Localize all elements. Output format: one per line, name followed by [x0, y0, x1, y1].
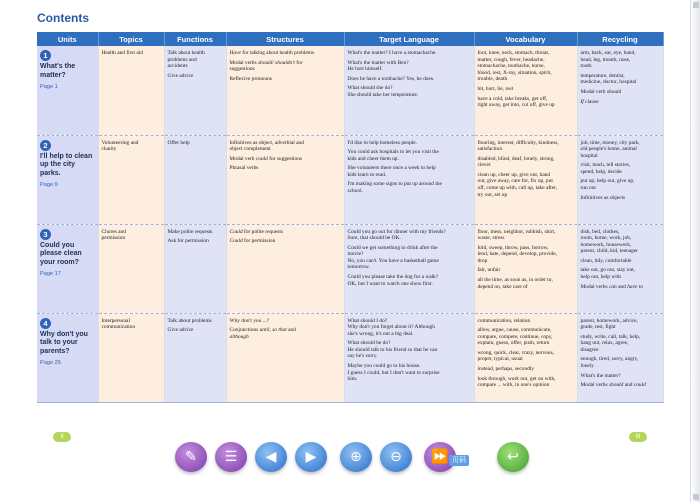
target-language-cell-line: school. — [347, 188, 363, 195]
vocabulary-cell-line: matter, cough, fever, headache, — [477, 56, 545, 63]
recycling-cell-line: take out, go out, stay out, — [580, 267, 635, 274]
functions-cell-line: accidents — [167, 63, 188, 70]
unit-title[interactable]: Why don't you talk to your parents? — [40, 330, 88, 355]
topics-cell-paragraph — [102, 318, 161, 331]
unit-cell[interactable] — [37, 135, 98, 224]
vocabulary-cell-paragraph — [478, 229, 574, 242]
vocabulary-cell-paragraph — [478, 376, 574, 389]
scroll-down-icon[interactable] — [693, 494, 699, 500]
functions-cell-paragraph — [168, 318, 223, 325]
unit-row — [37, 313, 663, 402]
vocabulary-cell-paragraph — [478, 277, 574, 290]
vocabulary-cell-line: clean up, cheer up, give out, hand — [477, 171, 551, 178]
target-language-cell-line: she's wrong, it's not a big deal. — [347, 330, 414, 337]
vocabulary-cell-paragraph — [478, 327, 574, 347]
list-icon: ☰ — [224, 449, 238, 465]
structures-cell-paragraph — [230, 50, 341, 57]
page-title: Contents — [37, 11, 89, 25]
target-language-cell-line: What should I do? — [347, 317, 388, 324]
scroll-up-icon[interactable] — [693, 2, 699, 8]
target-language-cell-paragraph — [348, 165, 471, 178]
target-language-cell-paragraph — [348, 76, 471, 83]
recycling-cell-line: homework, housework, — [580, 241, 632, 248]
functions-cell-line: Offer help — [167, 139, 190, 146]
zoom-in-icon: ⊕ — [350, 449, 362, 465]
functions-cell-paragraph — [168, 140, 223, 147]
bookshelf-icon: ✎ — [185, 449, 197, 465]
target-language-cell-line: What's the matter? I have a stomachache. — [347, 50, 437, 56]
vocabulary-cell-line: compare, compete, continue, copy, — [477, 333, 553, 340]
zoom-out-icon: ⊖ — [390, 449, 402, 465]
recycling-cell-line: temperature, dentist, — [580, 72, 625, 79]
topics-cell-line: Chores and — [101, 228, 126, 235]
recycling-cell-line: head, leg, mouth, nose, — [580, 56, 631, 63]
topics-cell — [98, 135, 164, 224]
col-header-units: Units — [37, 32, 98, 46]
unit-cell[interactable] — [37, 46, 98, 135]
target-language-cell — [344, 46, 474, 135]
recycling-cell-line: study, write, call, talk, help, — [580, 333, 641, 340]
topics-cell-paragraph — [102, 50, 161, 57]
target-language-cell-line: What's the matter with Ben? — [347, 59, 409, 66]
recycling-cell-line: enough, tired, sorry, angry, — [580, 356, 639, 363]
target-language-cell-paragraph — [348, 149, 471, 162]
recycling-cell — [577, 135, 663, 224]
functions-cell-line: Give advice — [167, 72, 194, 79]
recycling-cell-paragraph — [581, 373, 660, 380]
unit-row — [37, 224, 663, 313]
unit-page-link[interactable]: Page 25 — [40, 360, 61, 367]
recycling-cell-paragraph — [581, 258, 660, 265]
vocabulary-cell-line: fair, unfair — [477, 267, 501, 274]
unit-title[interactable]: What's the matter? — [40, 63, 76, 79]
structures-cell-line: Could for polite requests — [229, 228, 283, 235]
catalog-button[interactable] — [215, 442, 247, 472]
topics-cell-paragraph — [102, 229, 161, 242]
structures-cell-line: Modal verbs should/ shouldn't for — [229, 59, 303, 66]
structures-cell-paragraph — [230, 140, 341, 153]
target-language-cell-line: movie? — [347, 251, 364, 258]
zoom-out-button[interactable] — [380, 442, 412, 472]
return-icon: ↩ — [507, 449, 519, 465]
vocabulary-cell — [474, 46, 577, 135]
target-language-cell-paragraph — [348, 50, 471, 57]
structures-cell-line: Reflexive pronouns — [229, 75, 272, 82]
vocabulary-cell-paragraph — [478, 267, 574, 274]
vocabulary-cell-line: depend on, take care of — [477, 283, 528, 290]
vocabulary-cell-line: drop — [477, 257, 488, 264]
target-language-cell-line: Maybe you could go to his house. — [347, 363, 421, 370]
target-language-cell-line: What should she do? — [347, 85, 393, 92]
vocabulary-cell-line: waste, stress — [477, 235, 505, 242]
vocabulary-cell-paragraph — [478, 366, 574, 373]
vocabulary-cell-line: compare ... with, in one's opinion — [477, 382, 550, 389]
target-language-cell-line: tomorrow. — [347, 264, 370, 271]
target-language-cell-line: kids learn to read. — [347, 171, 387, 178]
structures-cell-line: Have for talking about health problems — [229, 50, 315, 56]
recycling-cell-line: job, time, money, city park, — [580, 139, 640, 146]
unit-row — [37, 135, 663, 224]
target-language-cell-paragraph — [348, 363, 471, 383]
recycling-cell-line: dish, bed, clothes, — [580, 228, 620, 235]
vocabulary-cell-paragraph — [478, 96, 574, 109]
target-language-cell-paragraph — [348, 85, 471, 98]
target-language-cell-line: No, you can't. You have a basketball game — [347, 257, 439, 264]
bookshelf-button[interactable] — [175, 442, 207, 472]
vocabulary-cell-paragraph — [478, 318, 574, 325]
vocabulary-cell-line: floor, mess, neighbor, rubbish, shirt, — [477, 228, 556, 235]
unit-page-link[interactable]: Page 9 — [40, 182, 58, 189]
target-language-cell-paragraph — [348, 181, 471, 194]
topics-cell-line: Interpersonal — [101, 317, 130, 324]
fast-forward-icon: ⏩ — [431, 449, 449, 465]
recycling-cell-paragraph — [581, 382, 660, 389]
recycling-cell-line: room, home, work, job, — [580, 235, 632, 242]
recycling-cell-paragraph — [581, 73, 660, 86]
target-language-cell-paragraph — [348, 340, 471, 360]
target-language-cell-line: You could ask hospitals to let you visit the — [347, 149, 439, 156]
structures-cell-paragraph — [230, 229, 341, 236]
structures-cell-line: although — [229, 333, 249, 340]
unit-title[interactable]: I'll help to clean up the city parks. — [40, 152, 93, 177]
structures-cell-paragraph — [230, 318, 341, 325]
unit-number-badge: 3 — [40, 229, 51, 240]
vocabulary-cell-line: explain, guess, offer, push, return — [477, 340, 550, 347]
vocabulary-cell-line: out, give away, care for, fix up, put — [477, 178, 553, 185]
unit-number-badge: 1 — [40, 50, 51, 61]
vocabulary-cell-line: blood, rest, X-ray, situation, spirit, — [477, 69, 552, 76]
vocabulary-cell-paragraph — [478, 245, 574, 265]
structures-cell-line: Phrasal verbs — [229, 165, 259, 172]
vocabulary-cell-line: communication, relation — [477, 317, 531, 324]
structures-cell-line: object complement — [229, 146, 271, 153]
vocabulary-cell-line: try out, set up — [477, 191, 508, 198]
table-header-row — [37, 32, 663, 46]
recycling-cell-line: grade, test, fight — [580, 324, 616, 331]
recycling-cell-line: parent, child, kid, teenager — [580, 248, 638, 255]
recycling-cell — [577, 46, 663, 135]
col-header-vocabulary: Vocabulary — [474, 32, 577, 46]
vocabulary-cell-paragraph — [478, 350, 574, 363]
functions-cell-paragraph — [168, 73, 223, 80]
recycling-cell-paragraph — [581, 334, 660, 354]
recycling-cell-line: hang out, relax, agree, — [580, 340, 629, 347]
vocabulary-cell-line: have a cold, take breaks, get off, — [477, 95, 548, 102]
structures-cell — [226, 135, 344, 224]
zoom-in-button[interactable] — [340, 442, 372, 472]
target-language-cell-line: Sure, that should be OK. — [347, 235, 401, 242]
recycling-cell-line: Modal verbs should and could — [580, 382, 646, 389]
structures-cell-paragraph — [230, 60, 341, 73]
target-language-cell-line: Could you please take the dog for a walk? — [347, 274, 439, 281]
vocabulary-cell-line: wrong, quick, clear, crazy, nervous, — [477, 349, 555, 356]
target-language-cell — [344, 224, 474, 313]
vocabulary-cell-line: right away, get into, cut off, give up — [477, 102, 555, 109]
return-button[interactable] — [497, 442, 529, 472]
next-page-button[interactable] — [295, 442, 327, 472]
recycling-cell-line: old people's home, animal — [580, 146, 637, 153]
topics-cell-paragraph — [102, 140, 161, 153]
recycling-cell-line: hospital — [580, 152, 598, 159]
recycling-cell-line: If clause — [580, 98, 599, 105]
target-language-cell-line: She should take her temperature. — [347, 91, 419, 98]
target-language-cell-line: Why don't you forget about it? Although — [347, 324, 435, 331]
target-language-cell-paragraph — [348, 229, 471, 242]
recycling-cell — [577, 313, 663, 402]
vocabulary-cell-line: look through, work out, get on with, — [477, 375, 556, 382]
recycling-cell-paragraph — [581, 229, 660, 255]
target-language-cell-line: She volunteers there once a week to help — [347, 165, 436, 172]
vocabulary-cell — [474, 224, 577, 313]
recycling-cell-line: arm, back, ear, eye, hand, — [580, 50, 636, 56]
vocabulary-cell-line: hit, hurt, lie, rest — [477, 85, 514, 92]
functions-cell — [164, 224, 226, 313]
unit-title[interactable]: Could you please clean your room? — [40, 241, 82, 266]
scrollbar[interactable] — [690, 0, 700, 502]
functions-cell — [164, 46, 226, 135]
target-language-cell-line: Could you go out for dinner with my friends? — [347, 228, 446, 235]
topics-cell — [98, 313, 164, 402]
functions-cell-line: problems and — [167, 56, 197, 63]
recycling-cell-paragraph — [581, 284, 660, 291]
vocabulary-cell-line: flooring, interest, difficulty, kindness, — [477, 139, 559, 146]
recycling-cell-line: run out — [580, 185, 596, 192]
topics-cell-line: Volunteering and — [101, 139, 139, 146]
vocabulary-cell-line: proper, typical, usual — [477, 356, 523, 363]
structures-cell-line: Why don't you ...? — [229, 317, 270, 324]
unit-number-badge: 2 — [40, 140, 51, 151]
functions-cell-paragraph — [168, 229, 223, 236]
recycling-cell-line: lonely — [580, 363, 594, 370]
functions-cell-line: Give advice — [167, 327, 194, 334]
unit-cell[interactable] — [37, 313, 98, 402]
recycling-cell-line: spend, help, decide — [580, 168, 622, 175]
structures-cell-line: Conjunctions until, so that and — [229, 327, 296, 334]
target-language-cell-line: He should talk to his friend so that he can — [347, 346, 438, 353]
target-language-cell-line: I'd like to help homeless people. — [347, 139, 418, 146]
recycling-cell-line: put up, help out, give up, — [580, 178, 635, 185]
recycling-cell-line: Modal verb should — [580, 88, 622, 95]
structures-cell-line: Modal verb could for suggestions — [229, 155, 302, 162]
topics-cell-line: communication — [101, 324, 136, 331]
unit-row — [37, 46, 663, 135]
target-language-cell-line: He hurt himself. — [347, 66, 383, 73]
recycling-cell-line: visit, teach, tell stories, — [580, 162, 631, 169]
recycling-cell-paragraph — [581, 356, 660, 369]
functions-cell-paragraph — [168, 327, 223, 334]
vocabulary-cell-line: satisfaction — [477, 146, 503, 153]
vocabulary-cell-paragraph — [478, 86, 574, 93]
functions-cell-line: Talk about problems — [167, 317, 212, 324]
contents-table — [37, 32, 664, 403]
vocabulary-cell-line: instead, perhaps, secondly — [477, 366, 535, 373]
functions-cell-paragraph — [168, 238, 223, 245]
unit-cell[interactable] — [37, 224, 98, 313]
target-language-cell-line: I'm making some signs to put up around the — [347, 181, 442, 188]
structures-cell-line: Infinitives as object, adverbial and — [229, 139, 304, 146]
vocabulary-cell-line: off, come up with, call up, take after, — [477, 185, 557, 192]
structures-cell-paragraph — [230, 76, 341, 83]
vocabulary-cell-line: disabled, blind, deaf, lonely, strong, — [477, 155, 555, 162]
vocabulary-cell-line: stomachache, toothache, nurse, — [477, 63, 545, 70]
page-number-label[interactable]: 页码 — [449, 455, 469, 466]
functions-cell — [164, 135, 226, 224]
structures-cell-paragraph — [230, 238, 341, 245]
vocabulary-cell-paragraph — [478, 50, 574, 83]
target-language-cell-line: What should he do? — [347, 340, 391, 347]
functions-cell-line: Ask for permission — [167, 238, 209, 245]
functions-cell — [164, 313, 226, 402]
recycling-cell-paragraph — [581, 89, 660, 96]
recycling-cell-paragraph — [581, 178, 660, 191]
vocabulary-cell-line: lend, hate, depend, develop, provide, — [477, 251, 557, 258]
target-language-cell — [344, 135, 474, 224]
structures-cell-paragraph — [230, 156, 341, 163]
col-header-target-language: Target Language — [344, 32, 474, 46]
recycling-cell-line: What's the matter? — [580, 372, 621, 379]
target-language-cell-paragraph — [348, 274, 471, 287]
vocabulary-cell-line: allow, argue, cause, communicate, — [477, 327, 552, 334]
topics-cell — [98, 46, 164, 135]
target-language-cell-paragraph — [348, 60, 471, 73]
vocabulary-cell-line: clever — [477, 162, 491, 169]
col-header-topics: Topics — [98, 32, 164, 46]
structures-cell — [226, 46, 344, 135]
unit-number-badge: 4 — [40, 318, 51, 329]
functions-cell-line: Make polite requests — [167, 228, 213, 235]
recycling-cell-line: medicine, doctor, hospital — [580, 79, 637, 86]
vocabulary-cell — [474, 313, 577, 402]
structures-cell-paragraph — [230, 165, 341, 172]
functions-cell-line: Talk about health — [167, 50, 205, 56]
recycling-cell-line: parent, homework, advice, — [580, 317, 638, 324]
left-page-number: II — [53, 432, 71, 442]
recycling-cell-paragraph — [581, 50, 660, 70]
recycling-cell-paragraph — [581, 140, 660, 160]
right-page-number: III — [629, 432, 647, 442]
col-header-functions: Functions — [164, 32, 226, 46]
col-header-recycling: Recycling — [577, 32, 663, 46]
target-language-cell-line: kids and cheer them up. — [347, 155, 399, 162]
structures-cell-paragraph — [230, 327, 341, 340]
recycling-cell-paragraph — [581, 267, 660, 280]
vocabulary-cell-paragraph — [478, 140, 574, 153]
recycling-cell-paragraph — [581, 318, 660, 331]
target-language-cell-line: him. — [347, 376, 358, 383]
target-language-cell-line: say he's sorry. — [347, 353, 378, 360]
recycling-cell-paragraph — [581, 99, 660, 106]
col-header-structures: Structures — [226, 32, 344, 46]
target-language-cell-line: I guess I could, but I don't want to surprise — [347, 369, 440, 376]
recycling-cell-line: Modal verbs can and have to — [580, 283, 643, 290]
recycling-cell-line: Infinitives as objects — [580, 194, 626, 201]
structures-cell — [226, 224, 344, 313]
vocabulary-cell-paragraph — [478, 172, 574, 198]
recycling-cell-line: tooth — [580, 63, 592, 70]
vocabulary-cell-line: trouble, death — [477, 76, 508, 83]
recycling-cell-paragraph — [581, 195, 660, 202]
structures-cell-line: suggestions — [229, 66, 255, 73]
previous-page-button[interactable] — [255, 442, 287, 472]
topics-cell-line: charity — [101, 146, 117, 153]
recycling-cell — [577, 224, 663, 313]
topics-cell-line: permission — [101, 235, 126, 242]
unit-page-link[interactable]: Page 17 — [40, 271, 61, 278]
topics-cell-line: Health and first aid — [101, 50, 143, 56]
recycling-cell-line: help out, help with — [580, 274, 621, 281]
vocabulary-cell-paragraph — [478, 156, 574, 169]
target-language-cell-paragraph — [348, 140, 471, 147]
target-language-cell-paragraph — [348, 245, 471, 271]
arrow-right-icon: ▶ — [305, 449, 317, 465]
recycling-cell-paragraph — [581, 162, 660, 175]
target-language-cell-line: Does he have a toothache? Yes, he does. — [347, 75, 435, 82]
structures-cell — [226, 313, 344, 402]
target-language-cell-line: OK, but I want to watch one show first. — [347, 280, 433, 287]
recycling-cell-line: disagree — [580, 346, 599, 353]
structures-cell-line: Could for permission — [229, 238, 276, 245]
target-language-cell-line: Could we get something to drink after the — [347, 244, 438, 251]
vocabulary-cell — [474, 135, 577, 224]
vocabulary-cell-line: foot, knee, neck, stomach, throat, — [477, 50, 550, 56]
target-language-cell-paragraph — [348, 318, 471, 338]
vocabulary-cell-line: all the time, as soon as, in order to, — [477, 277, 553, 284]
vocabulary-cell-line: fold, sweep, throw, pass, borrow, — [477, 244, 549, 251]
target-language-cell — [344, 313, 474, 402]
functions-cell-paragraph — [168, 50, 223, 70]
topics-cell — [98, 224, 164, 313]
unit-page-link[interactable]: Page 1 — [40, 84, 58, 91]
arrow-left-icon: ◀ — [265, 449, 277, 465]
recycling-cell-line: clean, tidy, comfortable — [580, 257, 632, 264]
